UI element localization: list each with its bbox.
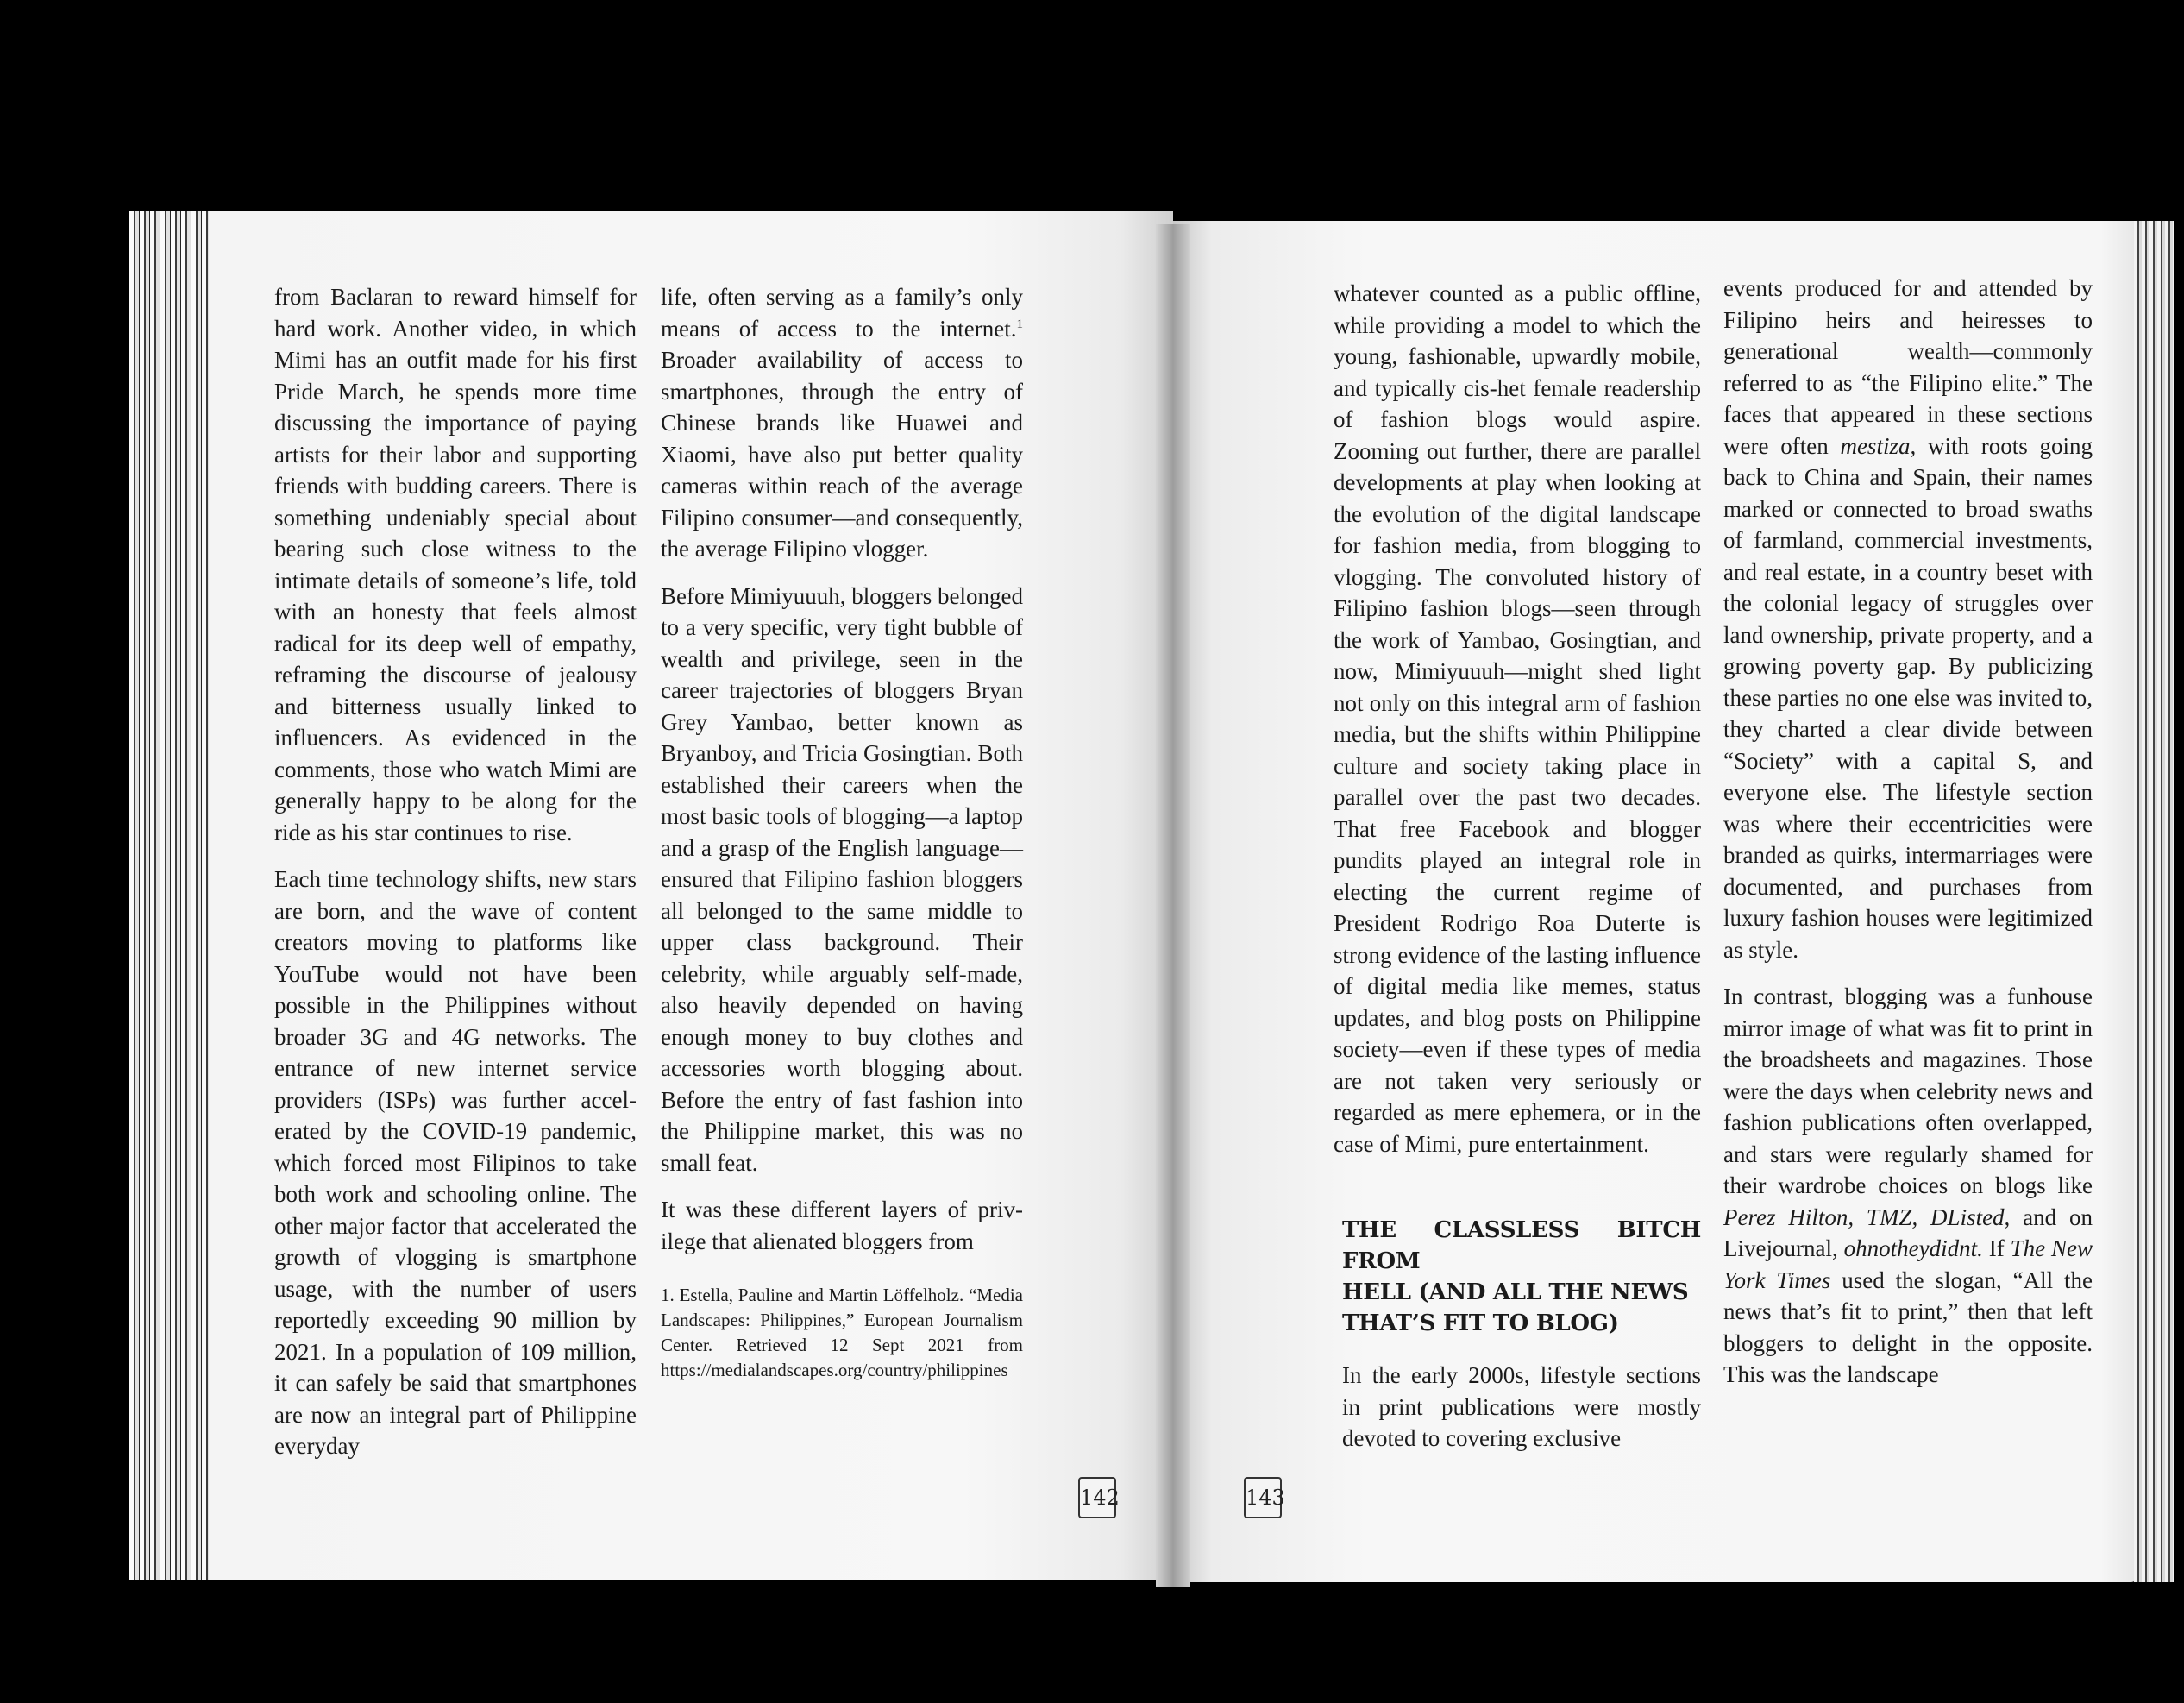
- left-page-column-2: [661, 281, 1023, 1383]
- page-number-right: 143: [1244, 1477, 1282, 1518]
- paragraph: [1723, 273, 2093, 965]
- right-page-edges: [2134, 221, 2174, 1582]
- page-number-left: 142: [1078, 1477, 1116, 1518]
- italic-text: The New York Times: [1723, 1235, 2093, 1293]
- text-run: events produced for and attended by Filipino heirs and heiresses to generational wealth—commonly referred to as “the Filipino elite.” The faces that appeared in these sections were often: [1723, 275, 2093, 459]
- heading-line: THE CLASSLESS BITCH FROM: [1342, 1217, 1701, 1274]
- italic-text: Perez Hilton, TMZ, DListed,: [1723, 1203, 2011, 1230]
- footnote-marker: 1: [1016, 317, 1023, 331]
- paragraph: Each time technology shifts, new stars are born, and the wave of content creators moving to platforms like YouTube would not have been possible in the Philippines without broader 3G and 4G networks. The entrance of new internet service providers (ISPs) was further accelerated by the COVID-19 pandemic, which forced most Filipinos to take both work and schooling online. The other major factor that accelerated the growth of vlogging is smartphone usage, with the number of users reportedly exceeding 90 million by 2021. In a population of 109 million, it can safely be said that smartphones are now an integral part of Philippine everyday: [274, 866, 637, 1459]
- right-page-column-1: [1334, 278, 1701, 1470]
- italic-text: ohnotheydidnt.: [1843, 1235, 1983, 1261]
- text-run: If: [1982, 1235, 2011, 1261]
- paragraph: [1723, 981, 2093, 1391]
- text-run: Broader availability of access to smartphones, through the entry of Chinese brands like Huawei and Xiaomi, have also put better quality cameras within reach of the average Filipino consumer—and consequently, the average Filipino vlogger.: [661, 347, 1023, 562]
- book-gutter: [1156, 224, 1190, 1587]
- paragraph: It was these different layers of privilege that alienated bloggers from: [661, 1197, 1023, 1254]
- right-page-column-2: [1723, 273, 2093, 1406]
- heading-line: HELL (AND ALL THE NEWS: [1342, 1279, 1689, 1305]
- section-heading: [1342, 1215, 1701, 1339]
- paragraph: from Baclaran to reward himself for hard work. Another video, in which Mimi has an outfit made for his first Pride March, he spends more time discussing the importance of paying artists for their labor and supporting friends with budding careers. There is something undeniably special about bearing such close witness to the intimate details of someone’s life, told with an honesty that feels almost radical for its deep well of empathy, reframing the discourse of jealousy and bitterness usually linked to influencers. As evidenced in the comments, those who watch Mimi are generally happy to be along for the ride as his star continues to rise.: [274, 284, 637, 845]
- paragraph: [661, 281, 1023, 565]
- text-run: used the slogan, “All the news that’s fit to print,” then that left bloggers to delight in the opposite. This was the landscape: [1723, 1266, 2093, 1387]
- text-run: In contrast, blogging was a funhouse mirror image of what was fit to print in the broadsheets and magazines. Those were the days when celebrity news and fashion publications often overlapped, and stars were regularly shamed for their wardrobe choices on blogs like: [1723, 983, 2093, 1198]
- left-page-edges: [129, 211, 209, 1580]
- text-run: and on Livejournal,: [1723, 1203, 2093, 1261]
- text-run: life, often serving as a family’s only means of access to the internet.: [661, 284, 1023, 342]
- footnote: 1. Estella, Pauline and Martin Löffelholz. “Media Landscapes: Philippines,” European Journalism Center. Retrieved 12 Sept 2021 from https://medialandscapes.org/country/philippines: [661, 1285, 1023, 1380]
- italic-text: mestiza,: [1840, 432, 1917, 459]
- heading-line: THAT’S FIT TO BLOG): [1342, 1310, 1619, 1336]
- paragraph: In the early 2000s, lifestyle sections in print publications were mostly devoted to covering exclusive: [1342, 1362, 1701, 1451]
- paragraph: Before Mimiyuuuh, bloggers belonged to a very specific, very tight bubble of wealth and privilege, seen in the career trajectories of bloggers Bryan Grey Yambao, better known as Bryanboy, and Tricia Gosingtian. Both established their careers when the most basic tools of blogging—a laptop and a grasp of the English language—ensured that Filipino fashion bloggers all belonged to the same middle to upper class background. Their celebrity, while arguably self-made, also heavily depended on having enough money to buy clothes and accessories worth blogging about. Before the entry of fast fashion into the Philippine market, this was no small feat.: [661, 582, 1023, 1176]
- left-page-column-1: [274, 281, 637, 1478]
- paragraph: whatever counted as a public offline, while providing a model to which the young, fashionable, upwardly mobile, and typically cis-het female readership of fashion blogs would aspire. Zooming out further, there are parallel developments at play when looking at the evolution of the digital landscape for fashion media, from blogging to vlogging. The convoluted history of Filipino fashion blogs—seen through the work of Yambao, Gosingtian, and now, Mimiyuuuh—might shed light not only on this integral arm of fashion media, but the shifts within Philippine culture and society taking place in parallel over the past two decades. That free Facebook and blogger pundits played an integral role in electing the current regime of President Rodrigo Roa Duterte is strong evidence of the lasting influence of digital media like memes, status updates, and blog posts on Philippine society—even if these types of media are not taken very seriously or regarded as mere ephemera, or in the case of Mimi, pure entertainment.: [1334, 280, 1701, 1157]
- text-run: with roots going back to China and Spain, their names marked or connected to broad swaths of farmland, commercial investments, and real estate, in a country beset with the colonial legacy of struggles over land ownership, private property, and a growing poverty gap. By publicizing these parties no one else was invited to, they charted a clear divide between “Society” with a capital S, and everyone else. The lifestyle section was where their eccentricities were branded as quirks, intermarriages were documented, and purchases from luxury fashion houses were legitimized as style.: [1723, 432, 2093, 963]
